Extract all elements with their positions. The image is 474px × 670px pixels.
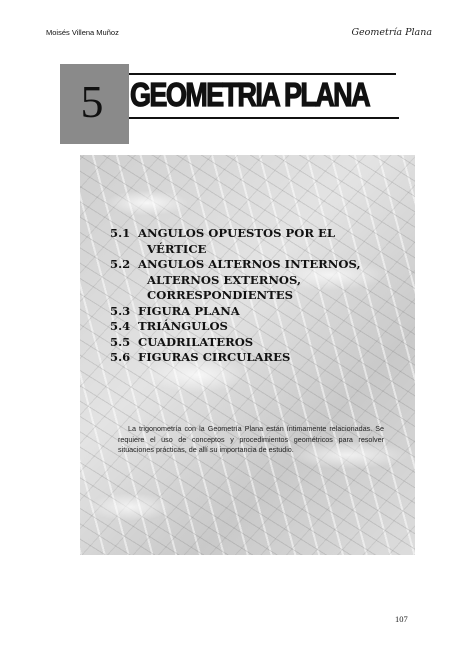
title-rule-top [129, 73, 396, 75]
toc-item-number: 5.3 [110, 303, 131, 318]
chapter-number: 5 [80, 76, 104, 127]
running-header [46, 28, 432, 44]
toc-item-label: CUADRILATEROS [138, 334, 254, 349]
header-book-title: Geometría Plana [351, 27, 432, 38]
toc-item [110, 304, 380, 320]
toc-item [110, 257, 380, 304]
title-rule-bottom [129, 117, 399, 119]
toc-item [110, 319, 380, 335]
toc-item-label: FIGURAS CIRCULARES [138, 350, 291, 364]
toc-item [110, 335, 380, 351]
toc-item-number: 5.1 [110, 226, 131, 240]
toc-item [110, 350, 380, 366]
toc-item-label: TRIÁNGULOS [138, 319, 228, 333]
toc-item-number: 5.5 [110, 334, 131, 349]
page-number: 107 [395, 614, 408, 624]
toc-item-label: FIGURA PLANA [138, 303, 240, 318]
toc-item-label: ANGULOS OPUESTOS POR EL VÉRTICE [138, 226, 336, 256]
toc-item-number: 5.4 [110, 319, 131, 333]
header-author: Moisés Villena Muñoz [46, 28, 119, 37]
chapter-title: GEOMETRIA PLANA [130, 76, 369, 113]
chapter-contents [110, 226, 380, 366]
toc-item-number: 5.2 [110, 257, 131, 271]
toc-item-label: ANGULOS ALTERNOS INTERNOS, ALTERNOS EXTERNOS, CORRESPONDIENTES [138, 257, 361, 302]
toc-item [110, 226, 380, 257]
chapter-intro-paragraph: La trigonometría con la Geometría Plana están íntimamente relacionadas. Se requiere el uso de conceptos y procedimientos geométricos para resolver situaciones prácticas, de allí su importancia de estudio. [118, 424, 384, 454]
toc-item-number: 5.6 [110, 350, 131, 364]
